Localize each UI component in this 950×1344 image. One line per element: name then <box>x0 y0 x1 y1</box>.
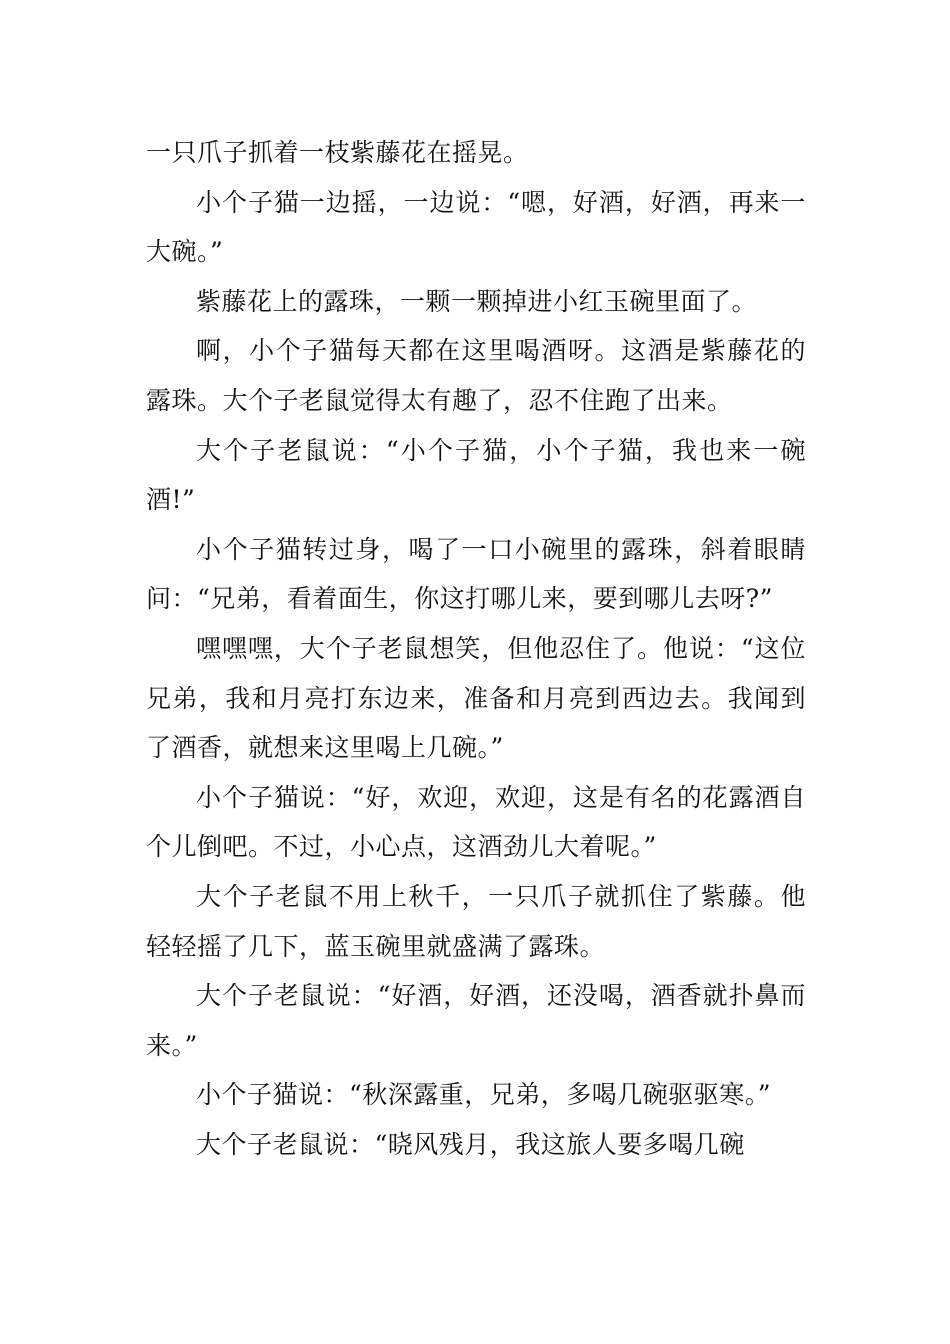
paragraph-6: 小个子猫转过身，喝了一口小碗里的露珠，斜着眼睛问：“兄弟，看着面生，你这打哪儿来，要到哪儿去呀?” <box>146 534 806 614</box>
paragraph-8: 小个子猫说：“好，欢迎，欢迎，这是有名的花露酒自个儿倒吧。不过，小心点，这酒劲儿大着呢。” <box>146 782 806 862</box>
paragraph-12: 大个子老鼠说：“晓风残月，我这旅人要多喝几碗 <box>196 1129 745 1159</box>
story-text <box>146 128 806 1169</box>
paragraph-5: 大个子老鼠说：“小个子猫，小个子猫，我也来一碗酒!” <box>146 435 806 515</box>
paragraph-2: 小个子猫一边摇，一边说：“嗯，好酒，好酒，再来一大碗。” <box>146 187 806 267</box>
paragraph-3: 紫藤花上的露珠，一颗一颗掉进小红玉碗里面了。 <box>196 286 758 316</box>
paragraph-7: 嘿嘿嘿，大个子老鼠想笑，但他忍住了。他说：“这位兄弟，我和月亮打东边来，准备和月亮到西边去。我闻到了酒香，就想来这里喝上几碗。” <box>146 633 806 763</box>
paragraph-9: 大个子老鼠不用上秋千，一只爪子就抓住了紫藤。他轻轻摇了几下，蓝玉碗里就盛满了露珠。 <box>146 881 806 961</box>
paragraph-4: 啊，小个子猫每天都在这里喝酒呀。这酒是紫藤花的露珠。大个子老鼠觉得太有趣了，忍不住跑了出来。 <box>146 336 806 415</box>
paragraph-11: 小个子猫说：“秋深露重，兄弟，多喝几碗驱驱寒。” <box>196 1080 772 1110</box>
paragraph-1: 一只爪子抓着一枝紫藤花在摇晃。 <box>146 138 529 167</box>
paragraph-10: 大个子老鼠说：“好酒，好酒，还没喝，酒香就扑鼻而来。” <box>146 981 806 1060</box>
